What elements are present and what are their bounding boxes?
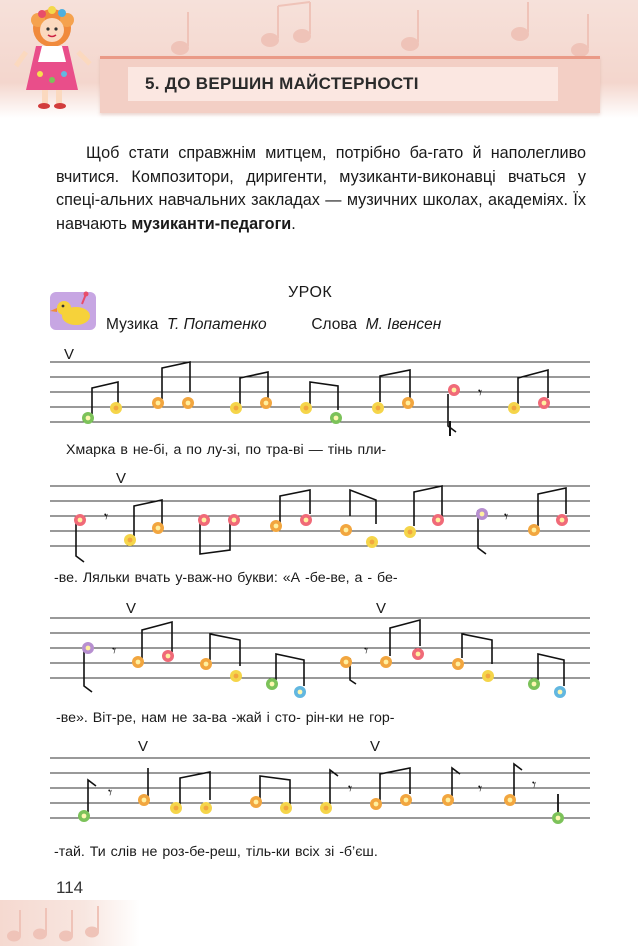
stave-1-flowers xyxy=(50,346,590,436)
stave-3-flowers xyxy=(50,600,590,704)
breath-mark: V xyxy=(126,600,137,617)
flower-notes xyxy=(78,794,564,824)
song-title: УРОК xyxy=(288,284,333,301)
svg-text:𝄾: 𝄾 xyxy=(348,779,353,798)
lyricist-name: М. Івенсен xyxy=(365,316,442,333)
doll-illustration xyxy=(12,2,94,114)
flower-notes xyxy=(82,642,566,698)
stave-4-flowers xyxy=(50,738,590,842)
svg-text:𝄾: 𝄾 xyxy=(112,641,117,660)
header-band xyxy=(0,0,638,118)
footer-notes-decoration xyxy=(0,900,140,946)
svg-text:𝄾: 𝄾 xyxy=(504,507,509,526)
lyrics-line-1: Хмарка в не-бі, а по лу-зі, по тра-ві — тінь пли- xyxy=(66,442,387,458)
bird-icon xyxy=(48,290,98,332)
breath-mark: V xyxy=(376,600,387,617)
flower-notes xyxy=(82,384,550,424)
song-credits xyxy=(106,316,441,334)
svg-text:𝄾: 𝄾 xyxy=(104,507,109,526)
intro-bold-term: музиканти-педагоги xyxy=(131,214,292,233)
lyrics-line-2: -ве. Ляльки вчать у-важ-но букви: «А -бе-ве, а - бе- xyxy=(54,570,398,586)
intro-paragraph xyxy=(56,142,586,236)
svg-text:𝄾: 𝄾 xyxy=(532,775,537,794)
footer-music-notes xyxy=(0,900,140,946)
page-number: 114 xyxy=(56,878,84,897)
svg-text:𝄾: 𝄾 xyxy=(108,783,113,802)
music-stave-4 xyxy=(50,738,590,864)
flower-notes xyxy=(74,508,568,548)
lyrics-line-4: -тай. Ти слів не роз-бе-реш, тіль-ки всіх зі -б’єш. xyxy=(54,844,378,860)
lyrics-line-3: -ве». Віт-ре, нам не за-ва -жай і сто- рін-ки не гор- xyxy=(56,710,395,726)
breath-mark: V xyxy=(116,470,127,487)
music-stave-3 xyxy=(50,600,590,728)
intro-text-end: . xyxy=(291,214,296,233)
breath-mark: V xyxy=(64,346,75,363)
breath-mark: V xyxy=(138,738,149,755)
music-label: Музика xyxy=(106,316,159,333)
words-label: Слова xyxy=(311,316,358,333)
stave-2-flowers xyxy=(50,470,590,570)
page-title: 5. ДО ВЕРШИН МАЙСТЕРНОСТІ xyxy=(145,74,419,93)
intro-text: Щоб стати справжнім митцем, потрібно ба-гато й наполегливо вчитися. Композитори, диригенти, музиканти-виконавці вчаться у спеці-альних навчальних закладах — музичних школах, академіях. Їх навчають xyxy=(56,144,586,233)
svg-text:𝄾: 𝄾 xyxy=(478,383,483,402)
music-stave-2 xyxy=(50,470,590,594)
svg-text:𝄾: 𝄾 xyxy=(478,779,483,798)
breath-mark: V xyxy=(370,738,381,755)
composer-name: Т. Попатенко xyxy=(166,316,267,333)
music-stave-1 xyxy=(50,346,590,464)
svg-text:𝄾: 𝄾 xyxy=(364,641,369,660)
